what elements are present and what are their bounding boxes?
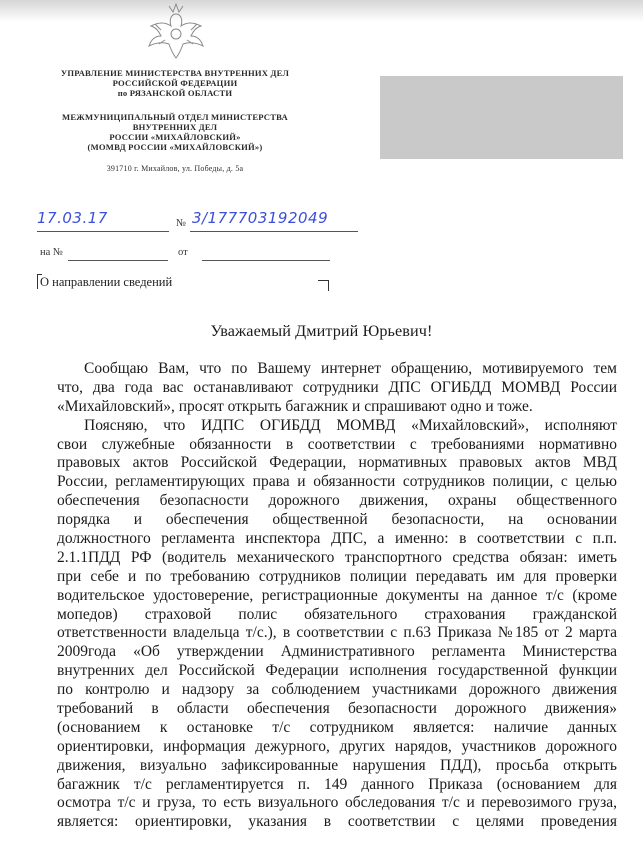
body-line: Сообщаю Вам, что по Вашему интернет обращению, мотивируемого тем xyxy=(84,360,617,377)
department-header xyxy=(40,112,310,152)
body-line: при себе и по требованию сотрудников полиции передавать им для проверки xyxy=(57,567,617,585)
department-line: РОССИИ «МИХАЙЛОВСКИЙ» xyxy=(109,132,241,142)
letter-body xyxy=(57,360,617,832)
department-line: ВНУТРЕННИХ ДЕЛ xyxy=(132,122,218,132)
body-line: что, два года вас останавливают сотрудники ДПС ОГИБДД МОМВД России xyxy=(57,378,617,396)
body-line: (основанием к остановке т/с сотрудником является: наличие данных xyxy=(57,718,617,736)
greeting: Уважаемый Дмитрий Юрьевич! xyxy=(210,322,433,340)
body-line: России, регламентирующих права и обязанности сотрудников полиции, с целью xyxy=(57,473,617,491)
ministry-line: по РЯЗАНСКОЙ ОБЛАСТИ xyxy=(117,88,233,98)
ministry-line: УПРАВЛЕНИЕ МИНИСТЕРСТВА ВНУТРЕННИХ ДЕЛ xyxy=(60,68,290,78)
number-handwritten: 3/177703192049 xyxy=(192,209,329,227)
body-line: «Михайловский», просят открыть багажник и спрашивают одно и тоже. xyxy=(57,397,533,415)
body-line: 2009года «Об утверждении Административного регламента Министерства xyxy=(57,643,617,661)
body-line: свои служебные обязанности в соответствии с требованиями нормативно xyxy=(57,435,617,453)
body-line: по контролю и надзору за соблюдением участниками дорожного движения xyxy=(57,681,617,699)
body-line: является: ориентировки, указания в соответствии с целями проведения xyxy=(57,813,617,831)
ministry-header xyxy=(40,68,310,98)
body-line: порядка и обеспечения общественной безопасности, на основании xyxy=(57,511,617,529)
body-line: 2.1.1ПДД РФ (водитель механического транспортного средства обязан: иметь xyxy=(57,548,617,566)
body-line: багажник т/с регламентируется п. 149 данного Приказа (основанием для xyxy=(57,775,617,793)
body-line: мопедов) страховой полис обязательного страхования гражданской xyxy=(57,605,617,623)
body-line: ответственности владельца т/с.), в соответствии с п.63 Приказа №185 от 2 марта xyxy=(57,624,617,642)
subject-line: О направлении сведений xyxy=(40,275,173,289)
date-underline xyxy=(37,231,169,232)
address: 391710 г. Михайлов, ул. Победы, д. 5а xyxy=(106,164,244,173)
from-underline xyxy=(202,260,330,261)
body-line: правовых актов Российской Федерации, нормативных правовых актов МВД xyxy=(57,454,617,472)
double-headed-eagle-emblem-icon xyxy=(141,0,211,60)
number-underline xyxy=(190,231,358,232)
number-label: № xyxy=(176,218,187,229)
reply-to-label: на № xyxy=(40,247,63,258)
from-label: от xyxy=(178,247,188,258)
scan-shadow xyxy=(0,0,643,22)
body-line: движения, визуально зафиксированные нарушения ПДД), просьба открыть xyxy=(57,756,617,774)
body-line: ориентировки, информация дежурного, других нарядов, участников дорожного xyxy=(57,737,617,755)
reply-to-underline xyxy=(68,260,168,261)
body-line: требований в области обеспечения безопасности дорожного движения» xyxy=(57,700,617,718)
body-line: водительское удостоверение, регистрационные документы на данное т/с (кроме xyxy=(57,586,617,604)
body-line: осмотра т/с и груза, то есть визуального обследования т/с и перевозимого груза, xyxy=(57,794,617,812)
date-handwritten: 17.03.17 xyxy=(37,209,108,227)
department-line: МЕЖМУНИЦИПАЛЬНЫЙ ОТДЕЛ МИНИСТЕРСТВА xyxy=(62,112,288,122)
ministry-line: РОССИЙСКОЙ ФЕДЕРАЦИИ xyxy=(112,78,238,88)
department-line: (МОМВД РОССИИ «МИХАЙЛОВСКИЙ») xyxy=(87,142,263,152)
body-line: внутренних дел Российской Федерации исполнения государственной функции xyxy=(57,662,617,680)
redacted-recipient-block xyxy=(380,76,623,159)
body-line: обеспечения безопасности дорожного движения, охраны общественного xyxy=(57,492,617,510)
body-line: Поясняю, что ИДПС ОГИБДД МОМВД «Михайловский», исполняют xyxy=(84,416,617,434)
body-line: должностного регламента инспектора ДПС, а именно: в соответствии с п.п. xyxy=(57,530,617,548)
subject-corner-right xyxy=(318,280,329,291)
